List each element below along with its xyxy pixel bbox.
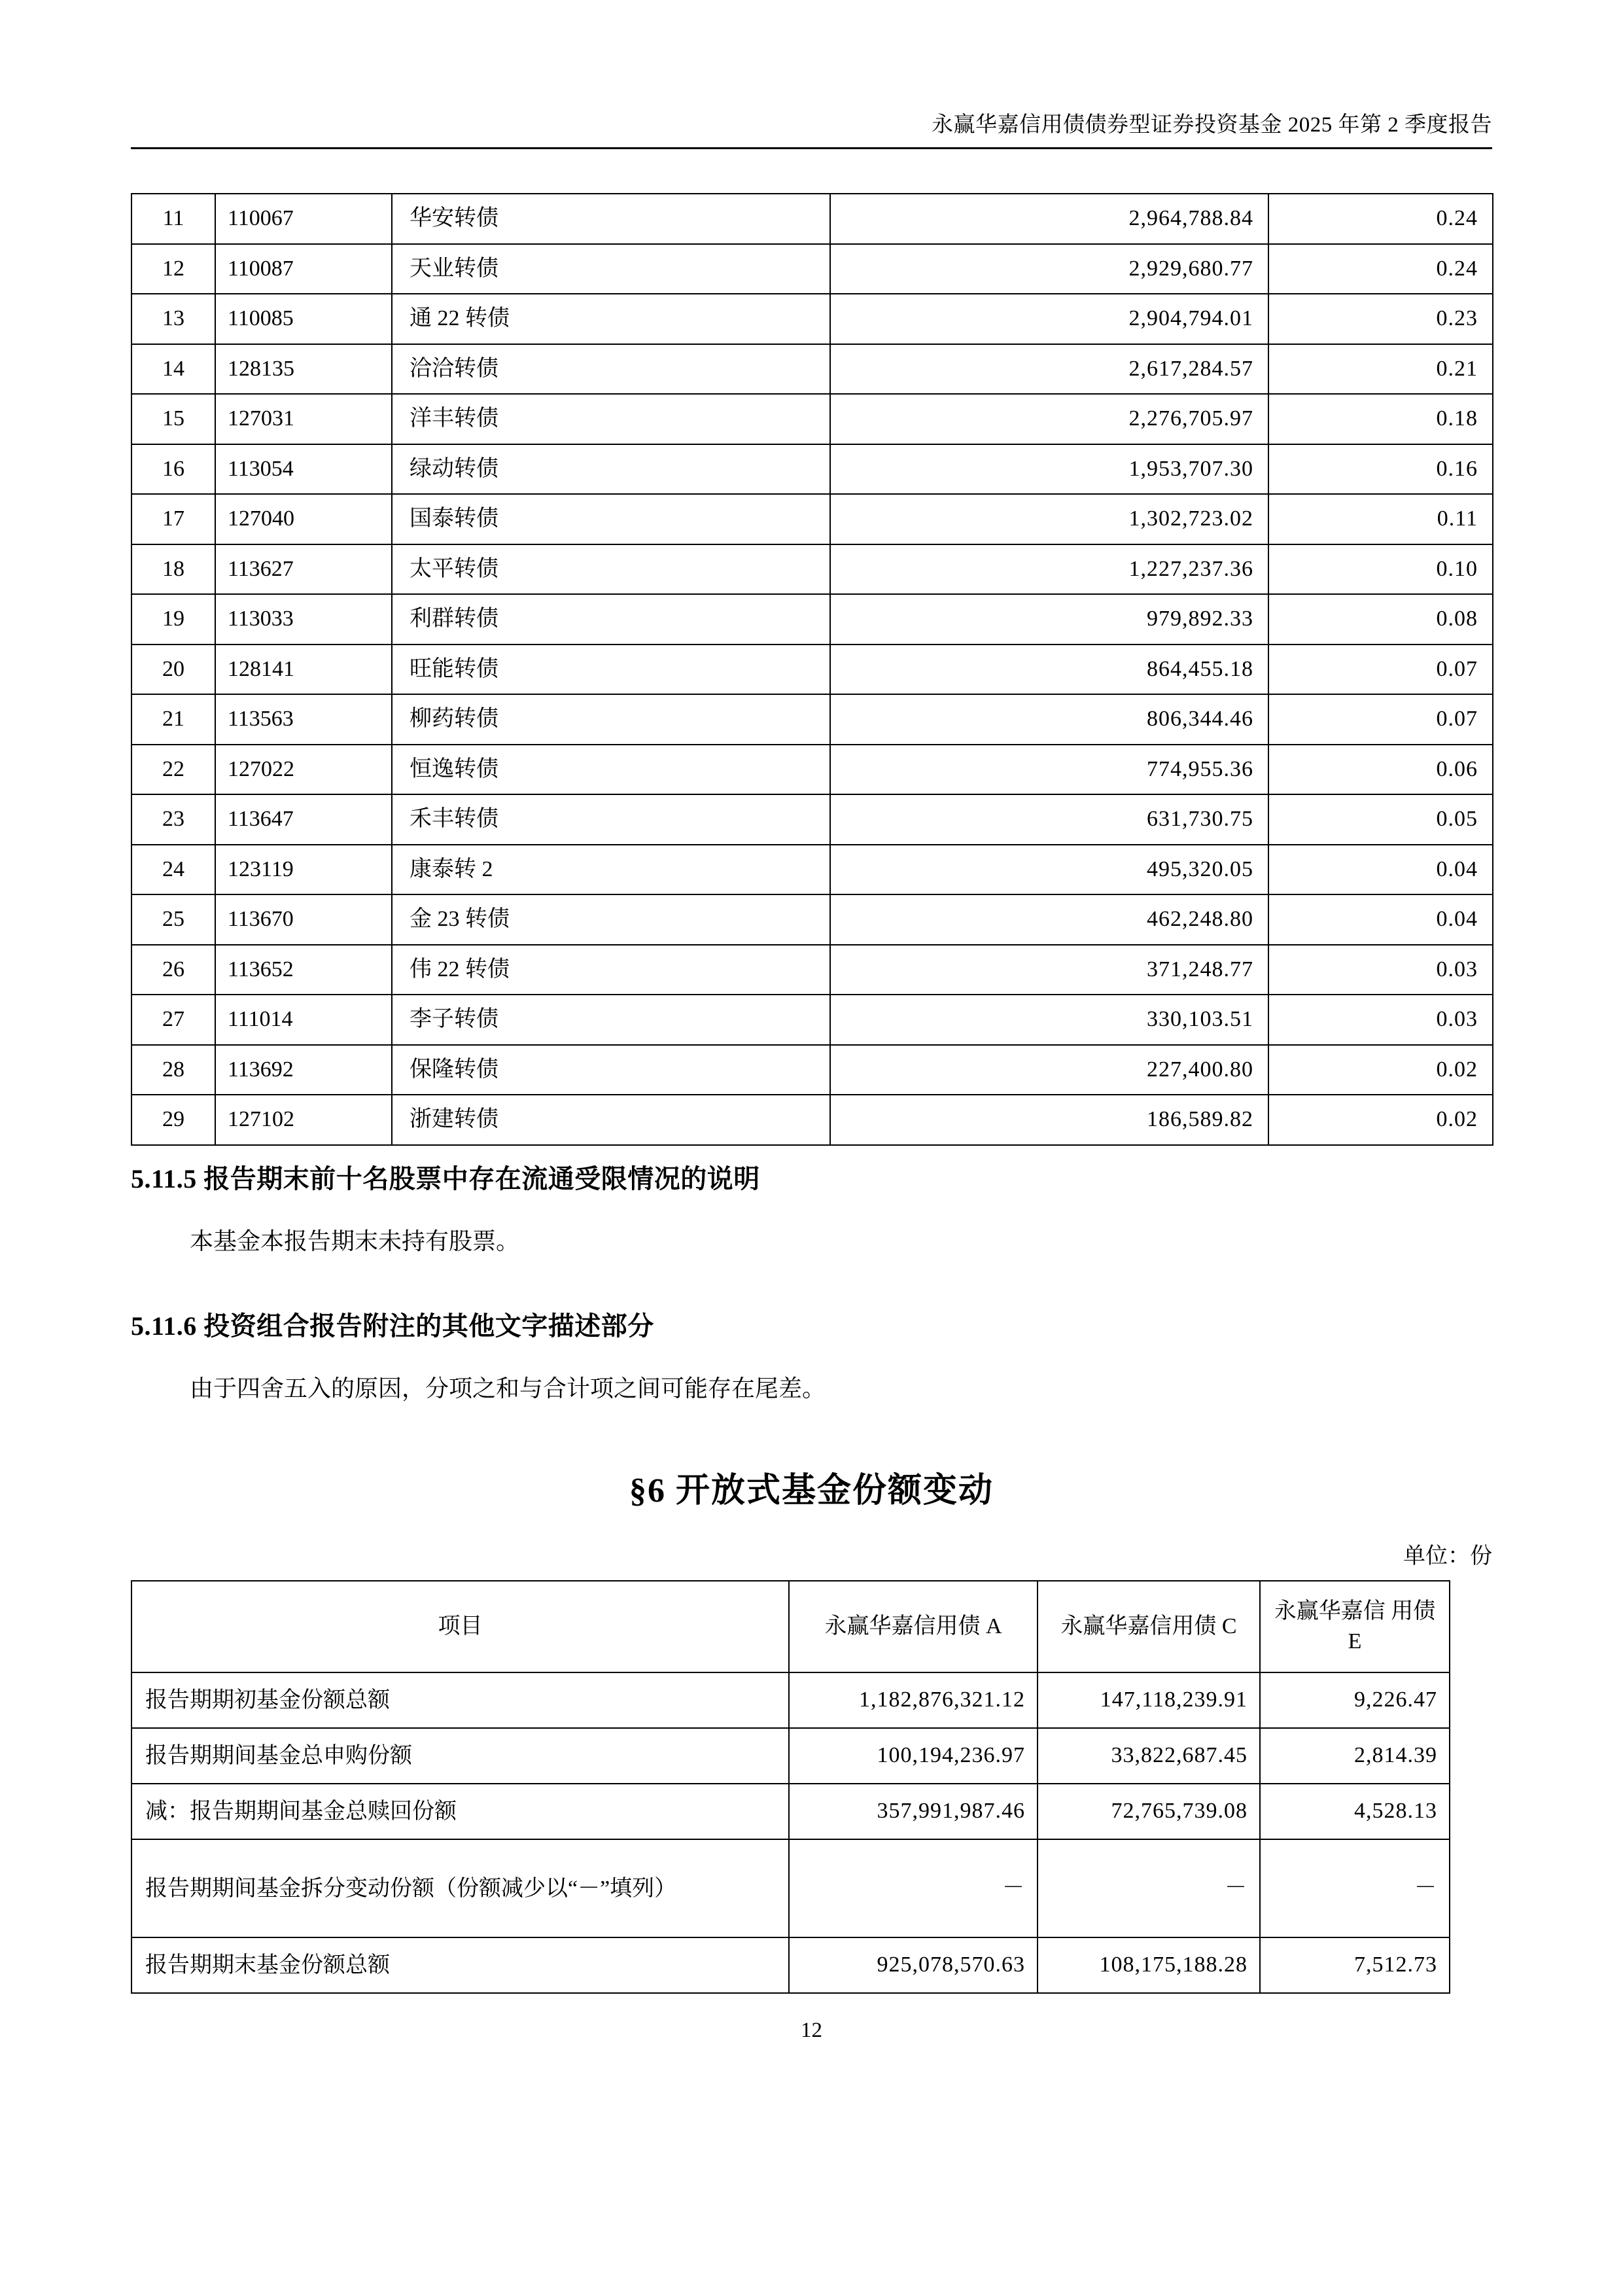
table-row — [131, 894, 1493, 945]
cell-rank: 24 — [131, 845, 215, 895]
table-row — [131, 1839, 1450, 1937]
table-row — [131, 1728, 1450, 1784]
cell-rank: 26 — [131, 945, 215, 995]
cell-value-a: － — [789, 1839, 1038, 1937]
cell-pct: 0.24 — [1268, 194, 1493, 244]
cell-value-e: － — [1260, 1839, 1450, 1937]
page-number: 12 — [801, 2019, 822, 2042]
cell-value: 806,344.46 — [830, 694, 1268, 745]
cell-name: 利群转债 — [392, 594, 830, 645]
cell-pct: 0.21 — [1268, 344, 1493, 395]
cell-value: 495,320.05 — [830, 845, 1268, 895]
cell-pct: 0.23 — [1268, 294, 1493, 344]
cell-pct: 0.05 — [1268, 794, 1493, 845]
table-row — [131, 394, 1493, 444]
cell-rank: 21 — [131, 694, 215, 745]
cell-value-e: 2,814.39 — [1260, 1728, 1450, 1784]
table-header-row — [131, 1581, 1450, 1672]
section-body-5-11-5: 本基金本报告期末未持有股票。 — [190, 1228, 520, 1254]
cell-pct: 0.18 — [1268, 394, 1493, 444]
cell-code: 113670 — [215, 894, 392, 945]
cell-value-e: 7,512.73 — [1260, 1937, 1450, 1993]
bond-holdings-table — [131, 193, 1493, 1146]
cell-code: 128141 — [215, 645, 392, 695]
cell-value: 1,302,723.02 — [830, 494, 1268, 544]
cell-name: 国泰转债 — [392, 494, 830, 544]
cell-name: 绿动转债 — [392, 444, 830, 495]
cell-code: 128135 — [215, 344, 392, 395]
cell-name: 伟 22 转债 — [392, 945, 830, 995]
table-row — [131, 845, 1493, 895]
cell-name: 太平转债 — [392, 544, 830, 595]
cell-name: 洽洽转债 — [392, 344, 830, 395]
table-row — [131, 694, 1493, 745]
column-header-item: 项目 — [131, 1581, 789, 1672]
cell-name: 旺能转债 — [392, 645, 830, 695]
cell-pct: 0.08 — [1268, 594, 1493, 645]
cell-value-c: 33,822,687.45 — [1038, 1728, 1260, 1784]
cell-value: 371,248.77 — [830, 945, 1268, 995]
cell-value: 864,455.18 — [830, 645, 1268, 695]
cell-code: 113033 — [215, 594, 392, 645]
cell-value: 330,103.51 — [830, 995, 1268, 1045]
cell-rank: 28 — [131, 1045, 215, 1095]
cell-value-e: 4,528.13 — [1260, 1784, 1450, 1839]
cell-value: 1,953,707.30 — [830, 444, 1268, 495]
column-header-class-c: 永赢华嘉信用债 C — [1038, 1581, 1260, 1672]
cell-value-a: 1,182,876,321.12 — [789, 1672, 1038, 1728]
cell-code: 127031 — [215, 394, 392, 444]
cell-value-c: 108,175,188.28 — [1038, 1937, 1260, 1993]
cell-name: 保隆转债 — [392, 1045, 830, 1095]
cell-name: 恒逸转债 — [392, 745, 830, 795]
cell-pct: 0.03 — [1268, 945, 1493, 995]
cell-pct: 0.03 — [1268, 995, 1493, 1045]
cell-rank: 16 — [131, 444, 215, 495]
cell-rank: 22 — [131, 745, 215, 795]
cell-code: 113627 — [215, 544, 392, 595]
cell-item: 报告期期末基金份额总额 — [131, 1937, 789, 1993]
cell-pct: 0.07 — [1268, 645, 1493, 695]
cell-rank: 17 — [131, 494, 215, 544]
cell-name: 康泰转 2 — [392, 845, 830, 895]
cell-pct: 0.04 — [1268, 894, 1493, 945]
cell-name: 通 22 转债 — [392, 294, 830, 344]
table-row — [131, 745, 1493, 795]
cell-name: 禾丰转债 — [392, 794, 830, 845]
header-rule — [131, 147, 1492, 149]
table-row — [131, 194, 1493, 244]
chapter-title-6: §6 开放式基金份额变动 — [629, 1472, 994, 1510]
table-row — [131, 244, 1493, 294]
cell-pct: 0.02 — [1268, 1045, 1493, 1095]
cell-name: 浙建转债 — [392, 1095, 830, 1145]
cell-rank: 19 — [131, 594, 215, 645]
cell-code: 127102 — [215, 1095, 392, 1145]
cell-pct: 0.24 — [1268, 244, 1493, 294]
cell-rank: 20 — [131, 645, 215, 695]
table-row — [131, 1045, 1493, 1095]
table-row — [131, 594, 1493, 645]
cell-rank: 18 — [131, 544, 215, 595]
cell-value-a: 100,194,236.97 — [789, 1728, 1038, 1784]
cell-code: 123119 — [215, 845, 392, 895]
cell-value-c: 72,765,739.08 — [1038, 1784, 1260, 1839]
running-header: 永赢华嘉信用债债券型证券投资基金 2025 年第 2 季度报告 — [932, 113, 1492, 137]
cell-name: 天业转债 — [392, 244, 830, 294]
cell-code: 110087 — [215, 244, 392, 294]
section-body-5-11-6: 由于四舍五入的原因，分项之和与合计项之间可能存在尾差。 — [190, 1375, 826, 1402]
cell-value-c: 147,118,239.91 — [1038, 1672, 1260, 1728]
section-heading-5-11-6: 5.11.6 投资组合报告附注的其他文字描述部分 — [131, 1311, 654, 1341]
cell-value: 2,276,705.97 — [830, 394, 1268, 444]
cell-code: 113652 — [215, 945, 392, 995]
column-header-class-e: 永赢华嘉信 用债 E — [1260, 1581, 1450, 1672]
cell-code: 113692 — [215, 1045, 392, 1095]
table-row — [131, 1937, 1450, 1993]
cell-value-a: 925,078,570.63 — [789, 1937, 1038, 1993]
cell-item: 报告期期间基金总申购份额 — [131, 1728, 789, 1784]
table-row — [131, 344, 1493, 395]
unit-note: 单位：份 — [1403, 1544, 1492, 1568]
table-row — [131, 1672, 1450, 1728]
cell-pct: 0.04 — [1268, 845, 1493, 895]
share-changes-table-wrapper — [131, 1580, 1449, 1994]
cell-code: 110067 — [215, 194, 392, 244]
cell-value: 631,730.75 — [830, 794, 1268, 845]
cell-value: 227,400.80 — [830, 1045, 1268, 1095]
cell-rank: 25 — [131, 894, 215, 945]
cell-item: 报告期期间基金拆分变动份额（份额减少以“－”填列） — [131, 1839, 789, 1937]
cell-value: 2,617,284.57 — [830, 344, 1268, 395]
table-row — [131, 294, 1493, 344]
cell-value: 462,248.80 — [830, 894, 1268, 945]
cell-code: 111014 — [215, 995, 392, 1045]
cell-name: 李子转债 — [392, 995, 830, 1045]
cell-value: 979,892.33 — [830, 594, 1268, 645]
section-heading-5-11-5: 5.11.5 报告期末前十名股票中存在流通受限情况的说明 — [131, 1164, 760, 1193]
column-header-class-a: 永赢华嘉信用债 A — [789, 1581, 1038, 1672]
cell-code: 113054 — [215, 444, 392, 495]
bond-holdings-table-wrapper — [131, 193, 1492, 1146]
cell-value-e: 9,226.47 — [1260, 1672, 1450, 1728]
table-row — [131, 945, 1493, 995]
cell-rank: 14 — [131, 344, 215, 395]
table-row — [131, 995, 1493, 1045]
cell-name: 华安转债 — [392, 194, 830, 244]
table-row — [131, 544, 1493, 595]
cell-rank: 29 — [131, 1095, 215, 1145]
cell-code: 127040 — [215, 494, 392, 544]
cell-rank: 15 — [131, 394, 215, 444]
table-row — [131, 794, 1493, 845]
cell-pct: 0.11 — [1268, 494, 1493, 544]
share-changes-table — [131, 1580, 1450, 1994]
table-row — [131, 1784, 1450, 1839]
cell-pct: 0.02 — [1268, 1095, 1493, 1145]
cell-name: 柳药转债 — [392, 694, 830, 745]
cell-pct: 0.16 — [1268, 444, 1493, 495]
cell-rank: 23 — [131, 794, 215, 845]
table-row — [131, 444, 1493, 495]
cell-value: 186,589.82 — [830, 1095, 1268, 1145]
table-row — [131, 645, 1493, 695]
cell-value: 774,955.36 — [830, 745, 1268, 795]
cell-value: 1,227,237.36 — [830, 544, 1268, 595]
cell-item: 减：报告期期间基金总赎回份额 — [131, 1784, 789, 1839]
cell-rank: 12 — [131, 244, 215, 294]
cell-value: 2,929,680.77 — [830, 244, 1268, 294]
table-row — [131, 1095, 1493, 1145]
cell-rank: 13 — [131, 294, 215, 344]
cell-rank: 27 — [131, 995, 215, 1045]
cell-pct: 0.06 — [1268, 745, 1493, 795]
cell-name: 洋丰转债 — [392, 394, 830, 444]
cell-code: 113563 — [215, 694, 392, 745]
cell-item: 报告期期初基金份额总额 — [131, 1672, 789, 1728]
cell-name: 金 23 转债 — [392, 894, 830, 945]
cell-value: 2,964,788.84 — [830, 194, 1268, 244]
cell-value: 2,904,794.01 — [830, 294, 1268, 344]
cell-code: 113647 — [215, 794, 392, 845]
cell-code: 110085 — [215, 294, 392, 344]
table-row — [131, 494, 1493, 544]
cell-code: 127022 — [215, 745, 392, 795]
cell-pct: 0.07 — [1268, 694, 1493, 745]
cell-pct: 0.10 — [1268, 544, 1493, 595]
cell-value-c: － — [1038, 1839, 1260, 1937]
cell-value-a: 357,991,987.46 — [789, 1784, 1038, 1839]
cell-rank: 11 — [131, 194, 215, 244]
